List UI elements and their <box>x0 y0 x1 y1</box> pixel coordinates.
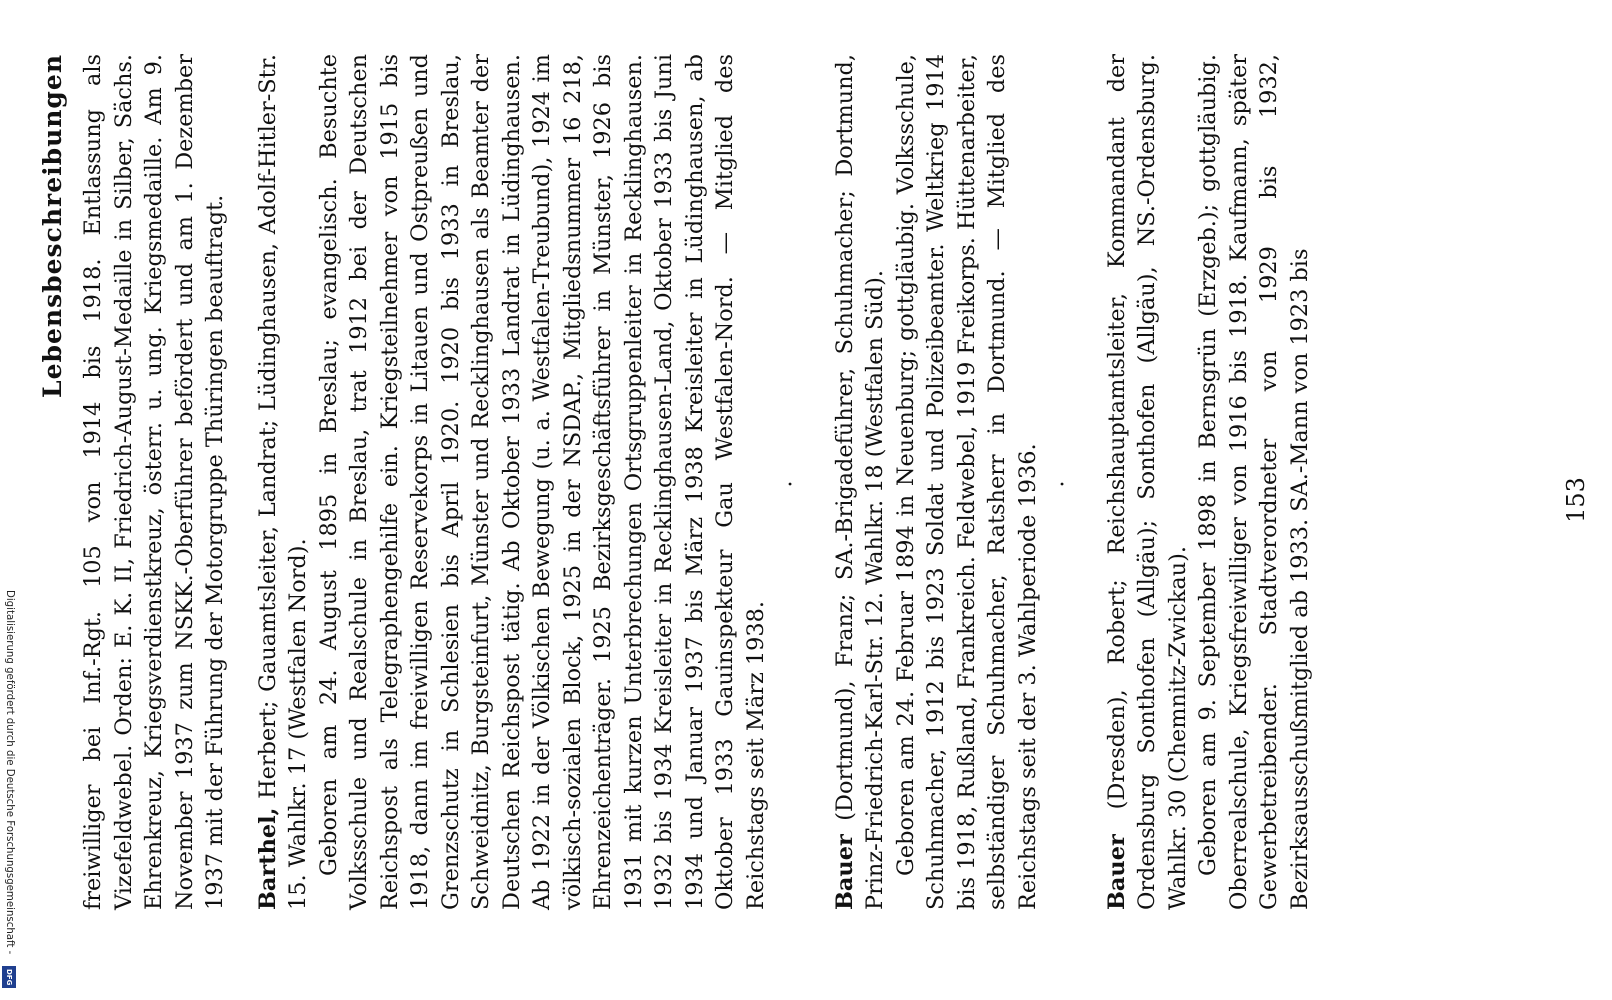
continued-paragraph: freiwilliger bei Inf.-Rgt. 105 von 1914 bis 1918. Entlassung als Vizefeldwebel. Orden: E. K. II, Friedrich-August-Medaille in Silber, Sächs. Ehrenkreuz, Kriegsverdienstkreuz, österr. u. ung. Kriegsmedaille. Am 9. November 1937 zum NSKK.-Oberführer befördert und am 1. Dezember 1937 mit der Führung der Motorgruppe Thüringen beauftragt. <box>80 54 228 910</box>
credit-text: Digitalisierung gefördert durch die Deutsche Forschungsgemeinschaft - <box>4 590 15 955</box>
entry-biography: Geboren am 24. Februar 1894 in Neuenburg; gottgläubig. Volksschule, Schuhmacher, 1912 bis 1923 Soldat und Polizeibeamter. Weltkrieg 1914 bis 1918, Rußland, Frankreich. Feldwebel, 1919 Freikorps. Hüttenarbeiter, selbständiger Schuhmacher, Ratsherr in Dortmund. — Mitglied des Reichstags seit der 3. Wahlperiode 1936. <box>892 54 1041 910</box>
entry-name: Barthel, <box>254 807 281 910</box>
entry-separator: · <box>779 476 804 488</box>
entry-biography: Geboren am 9. September 1898 in Bernsgrün (Erzgeb.); gottgläubig. Oberrealschule, Kriegsfreiwilliger von 1916 bis 1918. Kaufmann, später Gewerbetreibender. Stadtverordneter von 1929 bis 1932, Bezirksausschußmitglied ab 1933. SA.-Mann von 1923 bis <box>1195 54 1313 910</box>
entry-barthel <box>253 54 772 910</box>
entry-header-details: Herbert; Gauamtsleiter, Landrat; Lüdinghausen, Adolf-Hitler-Str. 15. Wahlkr. 17 (Westfalen Nord). <box>254 54 311 910</box>
entry-bauer-dortmund <box>830 54 1044 910</box>
running-head: Lebensbeschreibungen <box>38 54 67 398</box>
entry-header-details: (Dresden), Robert; Reichshauptamtsleiter, Kommandant der Ordensburg Sonthofen (Allgäu); Sonthofen (Allgäu), NS.-Ordensburg. Wahlkr. 30 (Chemnitz-Zwickau). <box>1103 54 1191 910</box>
dfg-logo <box>2 966 16 988</box>
entry-bauer-dresden <box>1102 54 1316 910</box>
entry-biography: Geboren am 24. August 1895 in Breslau; evangelisch. Besuchte Volksschule und Realschule in Breslau, trat 1912 bei der Deutschen Reichspost als Telegraphengehilfe ein. Kriegsteilnehmer von 1915 bis 1918, dann im freiwilligen Reservekorps in Litauen und Ostpreußen und Grenzschutz in Schlesien bis April 1920. 1920 bis 1933 in Breslau, Schweidnitz, Burgsteinfurt, Münster und Recklinghausen als Beamter der Deutschen Reichspost tätig. Ab Oktober 1933 Landrat in Lüdinghausen. Ab 1922 in der Völkischen Bewegung (u. a. Westfalen-Treubund), 1924 im völkisch-sozialen Block, 1925 in der NSDAP., Mitgliedsnummer 16 218, Ehrenzeichenträger. 1925 Bezirksgeschäftsführer in Münster, 1926 bis 1931 mit kurzen Unterbrechungen Ortsgruppenleiter in Recklinghausen. 1932 bis 1934 Kreisleiter in Recklinghausen-Land, Oktober 1933 bis Juni 1934 und Januar 1937 bis März 1938 Kreisleiter in Lüdinghausen, ab Oktober 1933 Gauinspekteur Gau Westfalen-Nord. — Mitglied des Reichstags seit März 1938. <box>315 54 769 910</box>
entry-header <box>253 54 314 910</box>
dfg-logo-text: DFG <box>5 969 13 986</box>
digitization-credit <box>0 590 18 965</box>
body-text <box>78 54 1315 910</box>
entry-header-details: (Dortmund), Franz; SA.-Brigadeführer, Schuhmacher; Dortmund, Prinz-Friedrich-Karl-Str. 12. Wahlkr. 18 (Westfalen Süd). <box>831 54 888 910</box>
entry-separator: · <box>1051 476 1076 488</box>
entry-name: Bauer <box>1103 834 1130 910</box>
entry-header <box>830 54 891 910</box>
entry-header <box>1102 54 1194 910</box>
entry-name: Bauer <box>831 834 858 910</box>
page-number: 153 <box>1562 477 1590 523</box>
